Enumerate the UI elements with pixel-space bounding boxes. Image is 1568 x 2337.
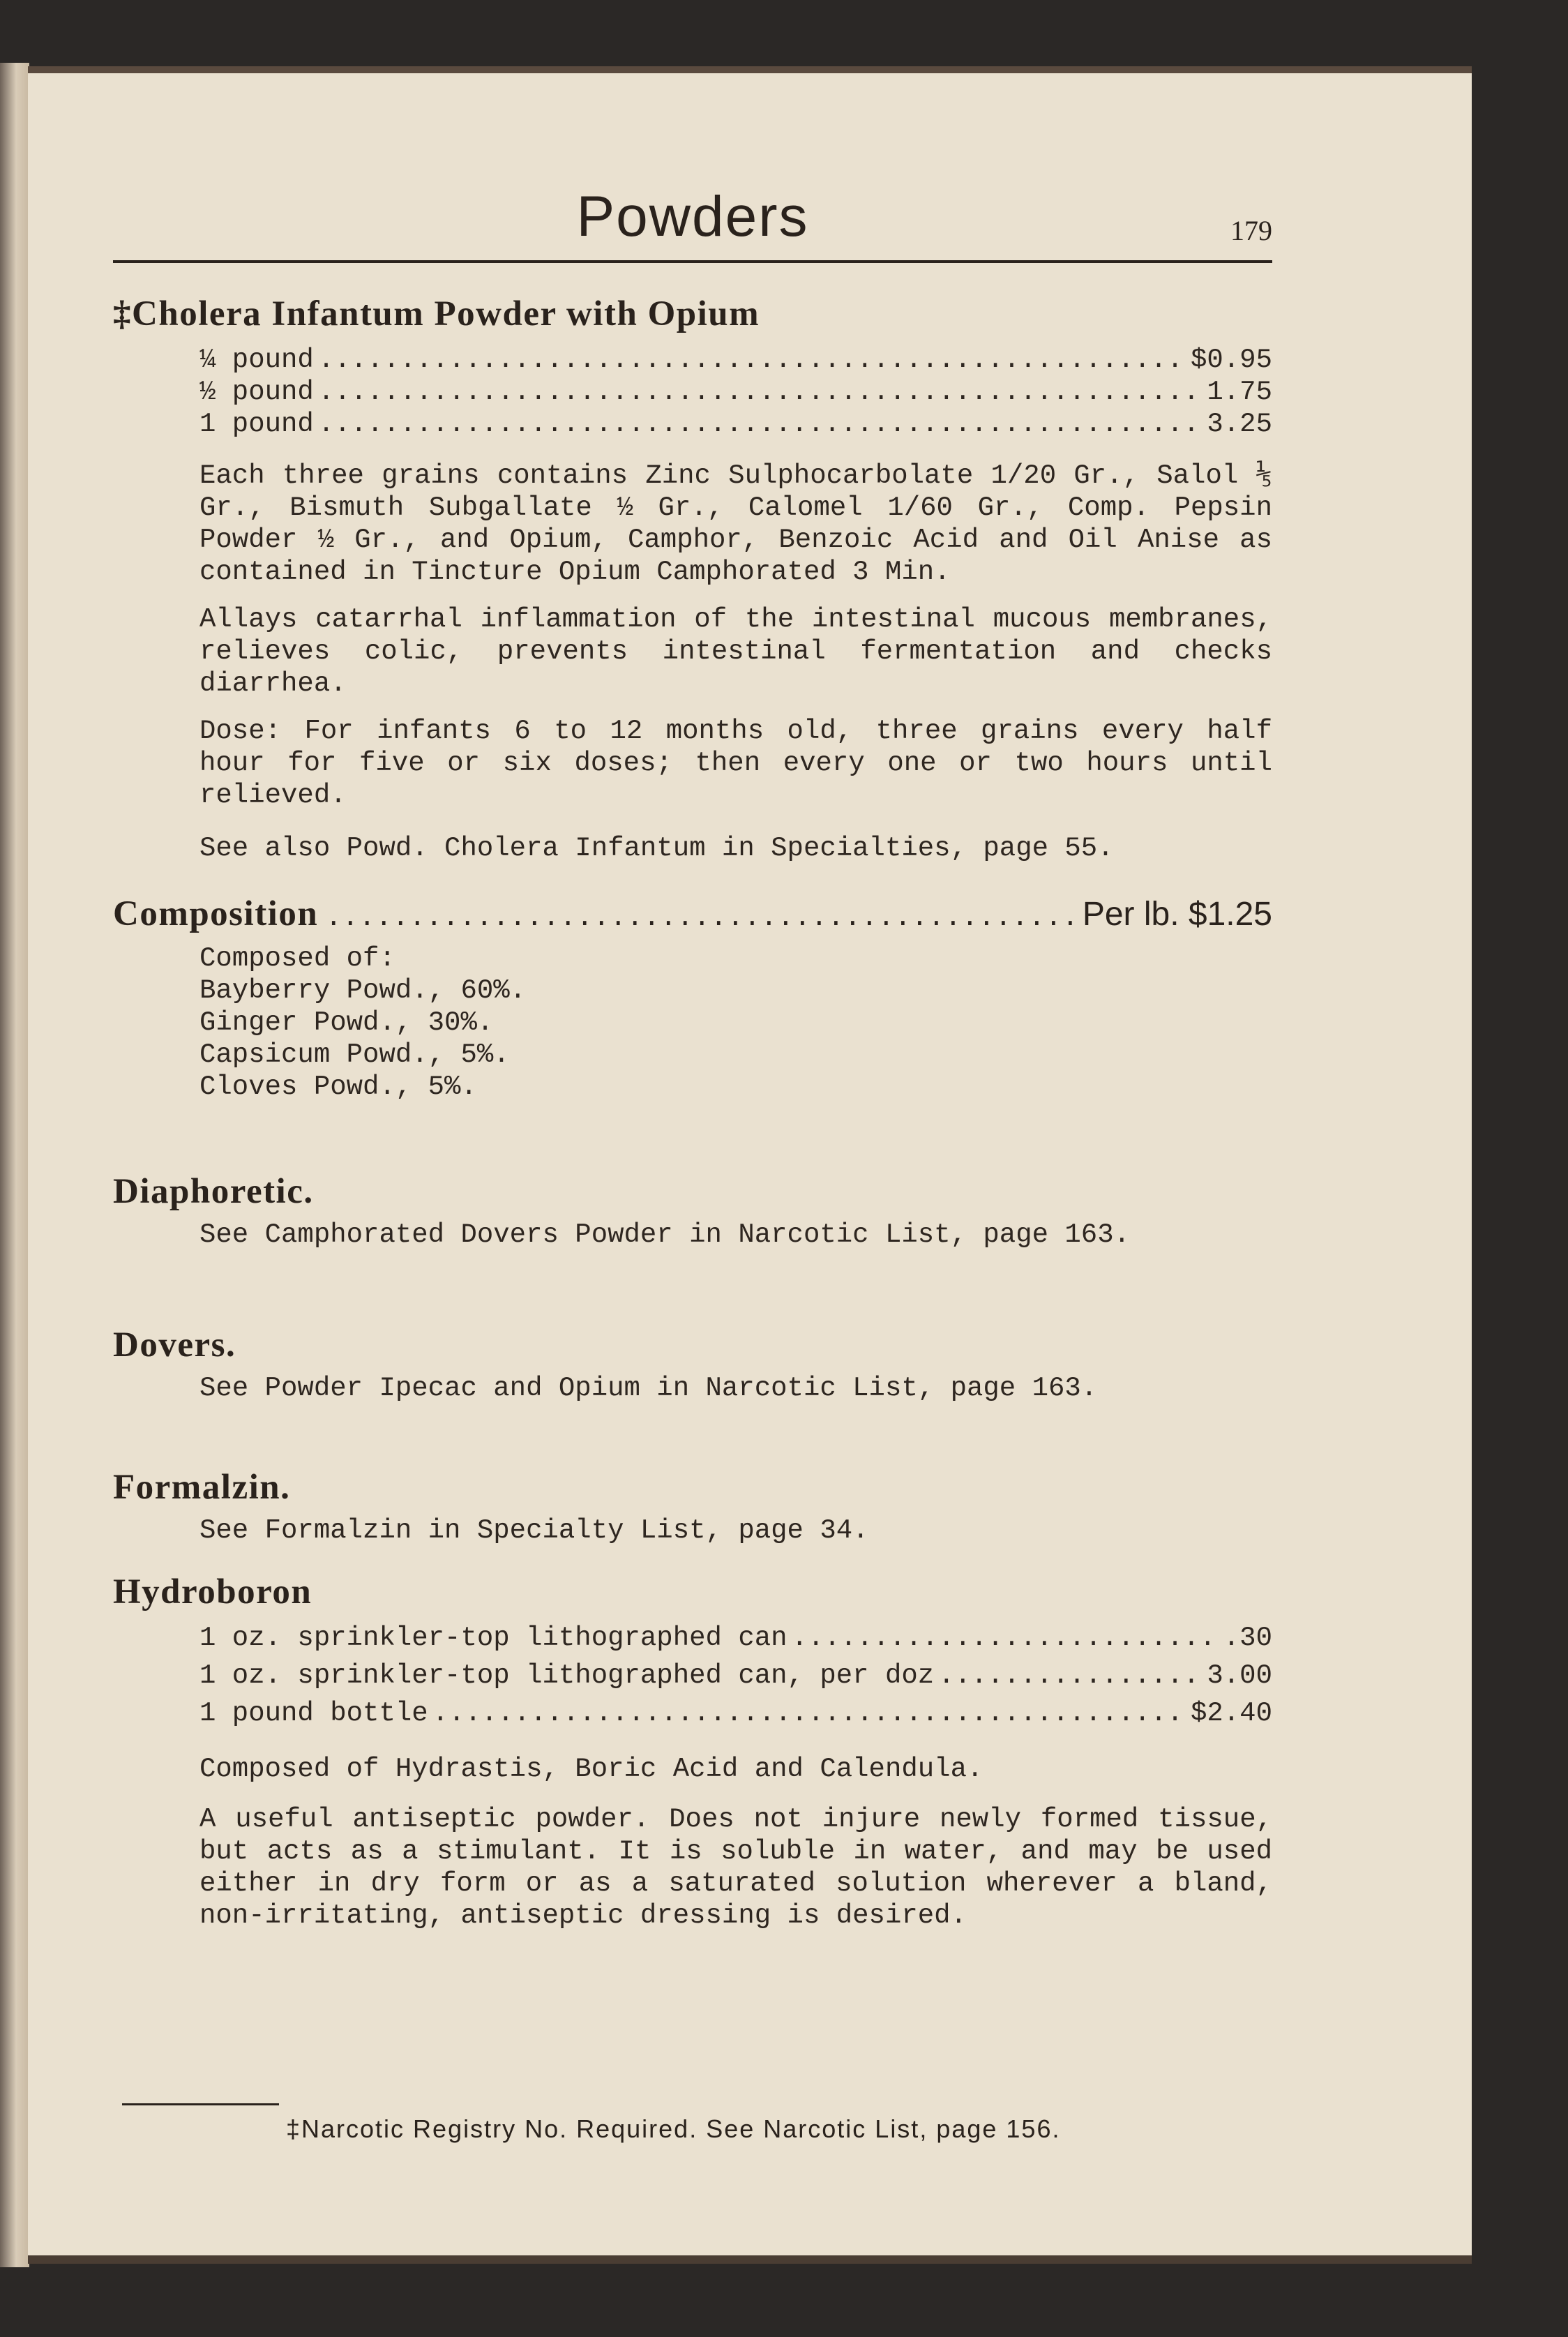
- entry-title-hydroboron: Hydroboron: [113, 1572, 312, 1611]
- formalzin-body: [113, 1515, 1272, 1547]
- entry-title-cholera: ‡Cholera Infantum Powder with Opium: [113, 294, 760, 333]
- price-row: [199, 1697, 1272, 1735]
- entry-cholera: [113, 294, 1272, 864]
- diaphoretic-text: See Camphorated Dovers Powder in Narcotic List, page 163.: [199, 1219, 1131, 1250]
- cholera-see-also: See also Powd. Cholera Infantum in Specialties, page 55.: [199, 833, 1114, 864]
- composition-line: Capsicum Powd., 5%.: [199, 1039, 510, 1070]
- entry-dovers: [113, 1325, 1272, 1404]
- composition-line: Composed of:: [199, 943, 395, 974]
- composition-row: [113, 894, 1272, 934]
- price-value: .30: [1223, 1623, 1272, 1653]
- dovers-body: [113, 1372, 1272, 1404]
- dovers-text: See Powder Ipecac and Opium in Narcotic List, page 163.: [199, 1373, 1098, 1404]
- price-label: 1 oz. sprinkler-top lithographed can, per doz: [199, 1660, 935, 1691]
- price-label: ½ pound: [199, 377, 314, 407]
- composition-price: Per lb. $1.25: [1082, 896, 1272, 933]
- price-value: 3.00: [1207, 1660, 1272, 1691]
- price-value: $0.95: [1190, 345, 1272, 375]
- hydroboron-body: [113, 1622, 1272, 1932]
- price-row: [199, 1622, 1272, 1660]
- price-label: 1 pound: [199, 409, 314, 439]
- page-title: Powders: [576, 185, 809, 248]
- composition-line: Cloves Powd., 5%.: [199, 1072, 477, 1102]
- price-value: 3.25: [1207, 409, 1272, 439]
- price-row: [199, 408, 1272, 440]
- entry-title-formalzin: Formalzin.: [113, 1468, 291, 1507]
- composition-body: [113, 942, 1272, 1103]
- price-row: [199, 1660, 1272, 1697]
- hydroboron-composition: Composed of Hydrastis, Boric Acid and Calendula.: [199, 1754, 983, 1784]
- page-content: [113, 171, 1272, 1932]
- page-header: [113, 171, 1272, 263]
- diaphoretic-body: [113, 1219, 1272, 1251]
- cholera-dose: Dose: For infants 6 to 12 months old, three grains every half hour for five or six doses; then every one or two hours until relieved.: [199, 716, 1272, 811]
- price-row: [199, 344, 1272, 376]
- price-label: 1 pound bottle: [199, 1698, 428, 1729]
- price-row: [199, 376, 1272, 408]
- price-label: ¼ pound: [199, 345, 314, 375]
- entry-formalzin: [113, 1467, 1272, 1547]
- entry-composition: [113, 894, 1272, 1103]
- cholera-body: [113, 344, 1272, 864]
- entry-title-composition: Composition: [113, 894, 319, 933]
- formalzin-text: See Formalzin in Specialty List, page 34.: [199, 1515, 869, 1546]
- left-page-edge: [0, 63, 29, 2267]
- entry-title-diaphoretic: Diaphoretic.: [113, 1172, 314, 1211]
- entry-diaphoretic: [113, 1171, 1272, 1251]
- price-label: 1 oz. sprinkler-top lithographed can: [199, 1623, 787, 1653]
- page-number: 179: [1230, 215, 1272, 246]
- cholera-ingredients: Each three grains contains Zinc Sulphocarbolate 1/20 Gr., Salol ⅕ Gr., Bismuth Subgallate ½ Gr., Calomel 1/60 Gr., Comp. Pepsin Powder ½ Gr., and Opium, Camphor, Benzoic Acid and Oil Anise as contained in Tincture Opium Camphorated 3 Min.: [199, 460, 1272, 587]
- footnote-rule: [122, 2103, 279, 2105]
- hydroboron-description: A useful antiseptic powder. Does not injure newly formed tissue, but acts as a stimulant. It is soluble in water, and may be used either in dry form or as a saturated solution wherever a bland, non-irritating, antiseptic dressing is desired.: [199, 1804, 1272, 1931]
- book-page: [28, 66, 1472, 2264]
- footnote: ‡Narcotic Registry No. Required. See Narcotic List, page 156.: [286, 2114, 1061, 2143]
- composition-line: Ginger Powd., 30%.: [199, 1007, 494, 1038]
- price-value: 1.75: [1207, 377, 1272, 407]
- entry-hydroboron: [113, 1572, 1272, 1932]
- price-value: $2.40: [1190, 1698, 1272, 1729]
- entry-title-dovers: Dovers.: [113, 1325, 236, 1365]
- cholera-description: Allays catarrhal inflammation of the intestinal mucous membranes, relieves colic, prevents intestinal fermentation and checks diarrhea.: [199, 604, 1272, 699]
- composition-line: Bayberry Powd., 60%.: [199, 975, 527, 1006]
